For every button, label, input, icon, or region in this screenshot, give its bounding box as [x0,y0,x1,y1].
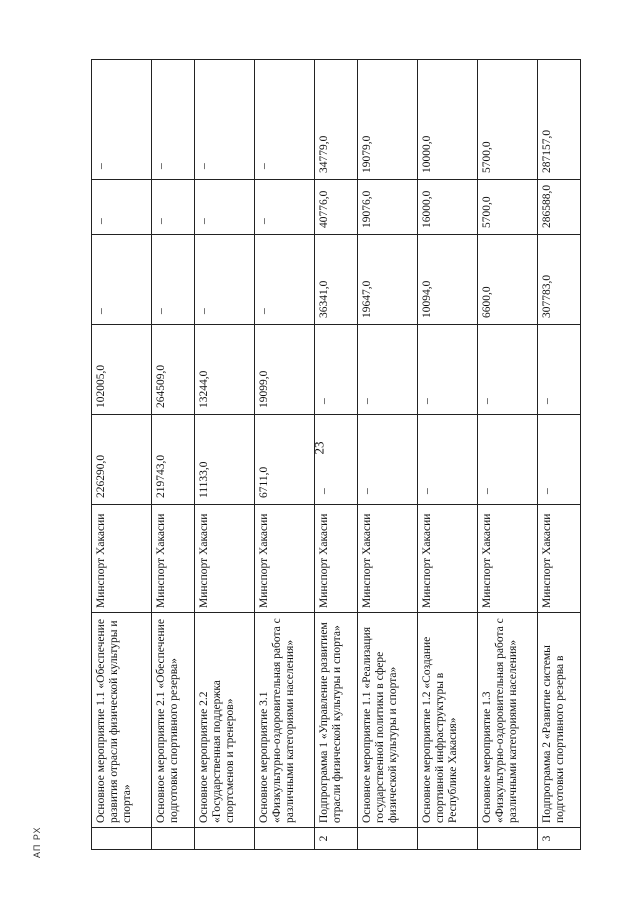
cell-c5: – [194,60,254,180]
cell-num [417,828,477,850]
cell-c2: 19099,0 [254,325,314,415]
cell-c3: 10094,0 [417,235,477,325]
cell-c5: 10000,0 [417,60,477,180]
cell-exec: Минспорт Хакасии [194,505,254,613]
cell-exec: Минспорт Хакасии [92,505,152,613]
cell-num [194,828,254,850]
cell-c2: 102005,0 [92,325,152,415]
cell-num: 3 [537,828,580,850]
cell-num [92,828,152,850]
cell-exec: Минспорт Хакасии [537,505,580,613]
cell-c2: – [477,325,537,415]
cell-c3: 36341,0 [314,235,357,325]
table-row [254,60,314,850]
table-row [477,60,537,850]
cell-c1: 11133,0 [194,415,254,505]
cell-c1: – [477,415,537,505]
cell-c1: 219743,0 [151,415,194,505]
cell-name: Основное мероприятие 1.3 «Физкультурно-оздоровительная работа с различными категориями населения» [477,613,537,828]
cell-c2: – [314,325,357,415]
cell-exec: Минспорт Хакасии [151,505,194,613]
cell-num [151,828,194,850]
cell-c2: – [417,325,477,415]
table-row [151,60,194,850]
cell-name: Основное мероприятие 1.1 «Обеспечение развития отрасли физической культуры и спорта» [92,613,152,828]
table-body [92,60,581,850]
cell-num [254,828,314,850]
program-funding-table [91,59,581,850]
cell-num: 2 [314,828,357,850]
cell-c1: 6711,0 [254,415,314,505]
page-number: 23 [311,441,327,455]
cell-c5: 34779,0 [314,60,357,180]
cell-exec: Минспорт Хакасии [477,505,537,613]
cell-c3: – [92,235,152,325]
cell-name: Основное мероприятие 2.2 «Государственная поддержка спортсменов и тренеров» [194,613,254,828]
cell-c4: 19076,0 [357,180,417,235]
cell-c4: – [194,180,254,235]
cell-c2: 264509,0 [151,325,194,415]
cell-exec: Минспорт Хакасии [417,505,477,613]
cell-c5: 5700,0 [477,60,537,180]
table-row [417,60,477,850]
cell-num [357,828,417,850]
cell-c4: 5700,0 [477,180,537,235]
cell-c4: 16000,0 [417,180,477,235]
corner-mark: АП РХ [32,826,42,858]
cell-name: Подпрограмма 1 «Управление развитием отрасли физической культуры и спорта» [314,613,357,828]
cell-exec: Минспорт Хакасии [314,505,357,613]
cell-c5: – [151,60,194,180]
cell-c3: – [151,235,194,325]
cell-c1: – [537,415,580,505]
table-row [92,60,152,850]
cell-name: Основное мероприятие 3.1 «Физкультурно-оздоровительная работа с различными категориями населения» [254,613,314,828]
cell-name: Основное мероприятие 1.2 «Создание спортивной инфраструктуры в Республике Хакасия» [417,613,477,828]
cell-c4: – [151,180,194,235]
cell-c3: – [254,235,314,325]
cell-c5: 19079,0 [357,60,417,180]
cell-c3: 307783,0 [537,235,580,325]
cell-name: Подпрограмма 2 «Развитие системы подготовки спортивного резерва в [537,613,580,828]
cell-c4: 40776,0 [314,180,357,235]
cell-c1: – [417,415,477,505]
cell-c1: 226290,0 [92,415,152,505]
cell-c5: 287157,0 [537,60,580,180]
table-row [314,60,357,850]
cell-c4: – [92,180,152,235]
cell-c1: – [357,415,417,505]
cell-c5: – [254,60,314,180]
cell-c4: – [254,180,314,235]
cell-num [477,828,537,850]
cell-c4: 286588,0 [537,180,580,235]
cell-exec: Минспорт Хакасии [357,505,417,613]
table-row [357,60,417,850]
cell-c3: – [194,235,254,325]
cell-c2: 13244,0 [194,325,254,415]
cell-c1: – [314,415,357,505]
table-row [537,60,580,850]
cell-exec: Минспорт Хакасии [254,505,314,613]
cell-name: Основное мероприятие 2.1 «Обеспечение подготовки спортивного резерва» [151,613,194,828]
cell-c2: – [537,325,580,415]
cell-c5: – [92,60,152,180]
cell-c3: 6600,0 [477,235,537,325]
table-row [194,60,254,850]
cell-c3: 19647,0 [357,235,417,325]
rotated-table-frame [91,60,581,850]
cell-c2: – [357,325,417,415]
cell-name: Основное мероприятие 1.1 «Реализация государственной политики в сфере физической культуры и спорта» [357,613,417,828]
